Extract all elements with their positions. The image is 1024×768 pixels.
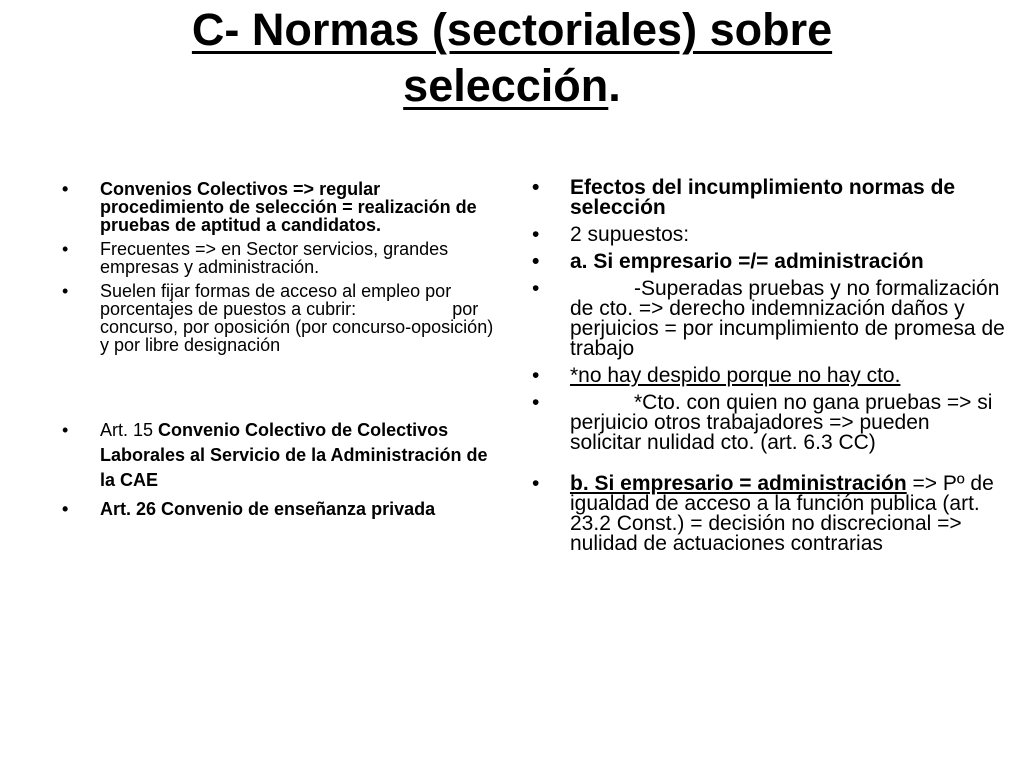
supuesto-b-text: => Pº de igualdad de acceso a la función publica (art. 23.2 Const.) = decisión no discrecional => nulidad de actuaciones contrarias <box>570 472 994 555</box>
superadas-first-line: -Superadas pruebas y no <box>634 277 870 300</box>
left-item-formas-acceso <box>62 282 500 354</box>
right-item-efectos: • Efectos del incumplimiento normas de selección <box>532 178 1018 218</box>
right-bullet-list <box>532 178 1018 453</box>
left-articles-list <box>62 418 500 522</box>
left-item-art26: • Art. 26 Convenio de enseñanza privada <box>62 497 500 522</box>
title-period: . <box>608 60 621 111</box>
art15-label: Art. 15 <box>100 420 154 440</box>
right-bullet-list-b <box>532 474 1018 554</box>
formas-acceso-detalle: por concurso, por oposición (por concurso-oposición) y por libre designación <box>100 299 494 355</box>
right-item-superadas <box>532 279 1018 359</box>
cto-third: solicitar nulidad cto. (art. 6.3 CC) <box>570 431 876 454</box>
right-item-supuesto-a: • a. Si empresario =/= administración <box>532 252 1018 272</box>
left-column <box>62 180 500 526</box>
formas-acceso-text: Suelen fijar formas de acceso al empleo por porcentajes de puestos a cubrir: <box>100 281 452 319</box>
left-item-convenios: • Convenios Colectivos => regular procedimiento de selección = realización de pruebas de aptitud a candidatos. <box>62 180 500 234</box>
right-column <box>532 178 1018 561</box>
left-item-frecuentes: • Frecuentes => en Sector servicios, grandes empresas y administración. <box>62 240 500 276</box>
left-item-art15 <box>62 418 500 493</box>
right-item-no-despido: • *no hay despido porque no hay cto. <box>532 366 1018 386</box>
art15-title: Convenio Colectivo de Colectivos Laborales al Servicio de la Administración de la CAE <box>100 420 488 490</box>
title-line-2: selección <box>403 60 609 111</box>
title-line-1: C- Normas (sectoriales) sobre <box>191 4 833 55</box>
right-item-supuesto-b <box>532 474 1018 554</box>
left-bullet-list <box>62 180 500 354</box>
cto-second: => si perjuicio otros trabajadores => pueden <box>570 391 993 434</box>
slide-title <box>60 2 964 114</box>
superadas-rest: formalización de cto. => derecho indemnización daños y perjuicios = por incumplimiento de promesa de trabajo <box>570 277 1005 360</box>
right-item-supuestos: • 2 supuestos: <box>532 225 1018 245</box>
cto-first-line: *Cto. con quien no gana pruebas <box>634 391 942 414</box>
supuesto-b-title: b. Si empresario = administración <box>570 472 907 495</box>
right-item-cto <box>532 393 1018 453</box>
